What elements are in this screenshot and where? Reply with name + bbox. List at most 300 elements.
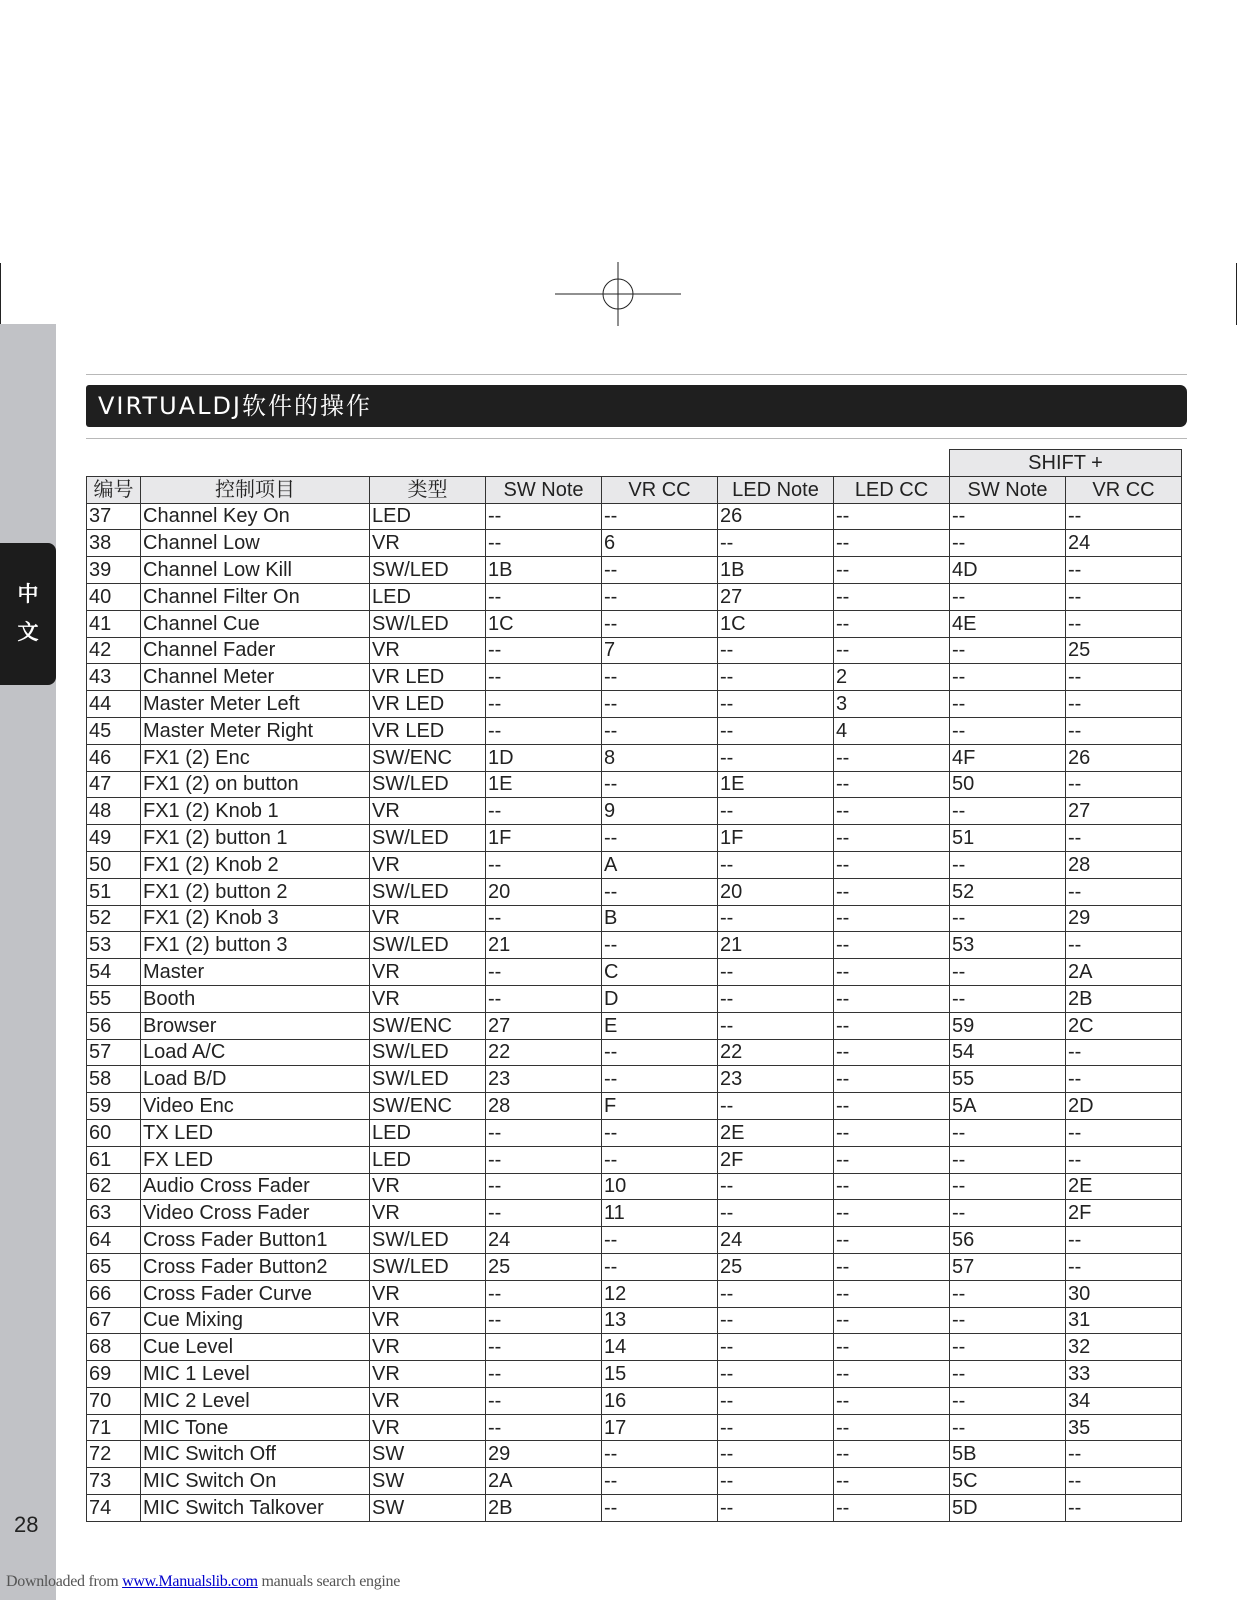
table-cell: 59 xyxy=(950,1012,1066,1039)
table-row xyxy=(87,932,1182,959)
table-cell: VR LED xyxy=(370,717,486,744)
table-cell: -- xyxy=(834,905,950,932)
table-cell: -- xyxy=(834,985,950,1012)
table-cell: -- xyxy=(950,985,1066,1012)
table-cell: Channel Fader xyxy=(141,637,370,664)
table-body xyxy=(87,503,1182,1521)
table-cell: -- xyxy=(486,1200,602,1227)
table-cell: 6 xyxy=(602,530,718,557)
table-cell: LED xyxy=(370,503,486,530)
table-cell: 37 xyxy=(87,503,141,530)
table-cell: -- xyxy=(602,691,718,718)
table-cell: 45 xyxy=(87,717,141,744)
table-cell: 8 xyxy=(602,744,718,771)
table-cell: 53 xyxy=(87,932,141,959)
table-cell: -- xyxy=(950,798,1066,825)
table-cell: -- xyxy=(718,1387,834,1414)
table-cell: -- xyxy=(486,851,602,878)
table-cell: 54 xyxy=(87,959,141,986)
table-cell: -- xyxy=(1066,825,1182,852)
registration-mark xyxy=(555,262,681,326)
table-cell: -- xyxy=(950,1414,1066,1441)
table-cell: -- xyxy=(718,1361,834,1388)
table-cell: -- xyxy=(834,825,950,852)
table-cell: -- xyxy=(834,1468,950,1495)
table-cell: -- xyxy=(834,1200,950,1227)
table-cell: -- xyxy=(602,1441,718,1468)
table-row xyxy=(87,1012,1182,1039)
table-cell: -- xyxy=(486,798,602,825)
table-cell: -- xyxy=(602,1253,718,1280)
table-cell: -- xyxy=(486,905,602,932)
table-cell: 44 xyxy=(87,691,141,718)
table-cell: 71 xyxy=(87,1414,141,1441)
table-cell: 4F xyxy=(950,744,1066,771)
table-row xyxy=(87,1200,1182,1227)
table-cell: -- xyxy=(718,744,834,771)
table-cell: 35 xyxy=(1066,1414,1182,1441)
table-cell: 60 xyxy=(87,1119,141,1146)
table-cell: -- xyxy=(950,583,1066,610)
table-cell: 62 xyxy=(87,1173,141,1200)
table-cell: -- xyxy=(486,503,602,530)
table-cell: VR xyxy=(370,530,486,557)
table-cell: 1E xyxy=(718,771,834,798)
table-cell: FX1 (2) button 2 xyxy=(141,878,370,905)
table-cell: VR xyxy=(370,1387,486,1414)
table-cell: -- xyxy=(718,691,834,718)
table-cell: -- xyxy=(834,610,950,637)
table-cell: F xyxy=(602,1093,718,1120)
table-cell: 5B xyxy=(950,1441,1066,1468)
table-cell: -- xyxy=(834,1253,950,1280)
download-footer xyxy=(6,1573,400,1591)
table-row xyxy=(87,825,1182,852)
table-cell: -- xyxy=(486,1307,602,1334)
table-cell: 16 xyxy=(602,1387,718,1414)
table-cell: 51 xyxy=(950,825,1066,852)
table-cell: 43 xyxy=(87,664,141,691)
table-cell: 24 xyxy=(1066,530,1182,557)
top-rule xyxy=(86,374,1187,375)
table-cell: -- xyxy=(602,878,718,905)
table-cell: -- xyxy=(602,717,718,744)
table-cell: -- xyxy=(834,1441,950,1468)
table-cell: 17 xyxy=(602,1414,718,1441)
table-cell: 1C xyxy=(486,610,602,637)
table-cell: Video Cross Fader xyxy=(141,1200,370,1227)
table-cell: -- xyxy=(486,583,602,610)
column-header: VR CC xyxy=(1066,476,1182,503)
table-cell: -- xyxy=(834,583,950,610)
table-cell: -- xyxy=(950,1334,1066,1361)
table-cell: 10 xyxy=(602,1173,718,1200)
table-cell: MIC Switch Talkover xyxy=(141,1495,370,1522)
table-cell: Audio Cross Fader xyxy=(141,1173,370,1200)
language-tab-line: 文 xyxy=(17,620,39,644)
table-cell: -- xyxy=(486,664,602,691)
table-cell: -- xyxy=(486,1173,602,1200)
table-cell: -- xyxy=(718,798,834,825)
table-cell: -- xyxy=(950,503,1066,530)
table-cell: -- xyxy=(486,1361,602,1388)
table-cell: VR xyxy=(370,1173,486,1200)
table-cell: Load B/D xyxy=(141,1066,370,1093)
table-cell: -- xyxy=(834,878,950,905)
table-cell: LED xyxy=(370,1146,486,1173)
table-cell: -- xyxy=(834,1495,950,1522)
language-tab xyxy=(0,543,56,685)
table-cell: 64 xyxy=(87,1227,141,1254)
table-row xyxy=(87,691,1182,718)
table-cell: -- xyxy=(486,530,602,557)
table-cell: 2E xyxy=(1066,1173,1182,1200)
table-row xyxy=(87,1280,1182,1307)
table-cell: -- xyxy=(950,530,1066,557)
table-cell: -- xyxy=(602,1039,718,1066)
table-cell: 2C xyxy=(1066,1012,1182,1039)
table-cell: SW/LED xyxy=(370,610,486,637)
table-cell: -- xyxy=(950,905,1066,932)
column-header: LED Note xyxy=(718,476,834,503)
table-cell: -- xyxy=(602,1066,718,1093)
table-cell: SW/ENC xyxy=(370,1012,486,1039)
table-cell: SW/ENC xyxy=(370,744,486,771)
table-cell: -- xyxy=(718,530,834,557)
table-row xyxy=(87,1066,1182,1093)
table-cell: -- xyxy=(950,1280,1066,1307)
table-cell: 24 xyxy=(486,1227,602,1254)
table-cell: 47 xyxy=(87,771,141,798)
table-cell: VR xyxy=(370,1361,486,1388)
table-cell: 61 xyxy=(87,1146,141,1173)
table-cell: 53 xyxy=(950,932,1066,959)
table-cell: 2A xyxy=(486,1468,602,1495)
table-cell: 24 xyxy=(718,1227,834,1254)
table-cell: 4E xyxy=(950,610,1066,637)
table-cell: 32 xyxy=(1066,1334,1182,1361)
table-cell: 4D xyxy=(950,557,1066,584)
table-cell: 54 xyxy=(950,1039,1066,1066)
table-cell: 67 xyxy=(87,1307,141,1334)
table-cell: Master xyxy=(141,959,370,986)
table-row xyxy=(87,744,1182,771)
table-row xyxy=(87,985,1182,1012)
table-row xyxy=(87,959,1182,986)
table-cell: -- xyxy=(718,637,834,664)
table-cell: MIC 2 Level xyxy=(141,1387,370,1414)
table-cell: 73 xyxy=(87,1468,141,1495)
table-cell: -- xyxy=(834,771,950,798)
table-cell: LED xyxy=(370,1119,486,1146)
table-row xyxy=(87,878,1182,905)
table-cell: -- xyxy=(834,557,950,584)
table-cell: -- xyxy=(1066,664,1182,691)
table-cell: Cross Fader Button1 xyxy=(141,1227,370,1254)
table-cell: -- xyxy=(950,1307,1066,1334)
table-cell: 9 xyxy=(602,798,718,825)
table-cell: 15 xyxy=(602,1361,718,1388)
table-cell: 58 xyxy=(87,1066,141,1093)
table-cell: -- xyxy=(602,771,718,798)
crop-mark-left xyxy=(0,263,1,325)
table-cell: -- xyxy=(1066,583,1182,610)
table-cell: -- xyxy=(1066,557,1182,584)
table-cell: Channel Low Kill xyxy=(141,557,370,584)
table-cell: 31 xyxy=(1066,1307,1182,1334)
table-row xyxy=(87,1334,1182,1361)
table-cell: Cross Fader Curve xyxy=(141,1280,370,1307)
table-cell: -- xyxy=(834,1119,950,1146)
table-cell: -- xyxy=(602,1495,718,1522)
table-cell: FX1 (2) Enc xyxy=(141,744,370,771)
table-cell: -- xyxy=(718,1173,834,1200)
table-cell: SW/LED xyxy=(370,771,486,798)
footer-suffix: manuals search engine xyxy=(257,1573,401,1590)
column-header: SW Note xyxy=(950,476,1066,503)
column-header: 控制项目 xyxy=(141,476,370,503)
manualslib-link[interactable]: www.Manualslib.com xyxy=(122,1573,258,1590)
table-row xyxy=(87,1495,1182,1522)
table-cell: 40 xyxy=(87,583,141,610)
table-cell: VR xyxy=(370,1280,486,1307)
table-cell: -- xyxy=(834,1387,950,1414)
table-cell: 30 xyxy=(1066,1280,1182,1307)
table-cell: Video Enc xyxy=(141,1093,370,1120)
table-cell: C xyxy=(602,959,718,986)
table-cell: 33 xyxy=(1066,1361,1182,1388)
table-cell: 74 xyxy=(87,1495,141,1522)
table-cell: -- xyxy=(1066,691,1182,718)
table-cell: Booth xyxy=(141,985,370,1012)
group-header-row xyxy=(87,450,1182,477)
table-cell: FX1 (2) button 1 xyxy=(141,825,370,852)
table-cell: Browser xyxy=(141,1012,370,1039)
table-cell: -- xyxy=(1066,1468,1182,1495)
table-cell: -- xyxy=(718,1093,834,1120)
shift-group-header: SHIFT + xyxy=(950,450,1182,477)
table-cell: -- xyxy=(486,637,602,664)
table-row xyxy=(87,557,1182,584)
table-cell: 5A xyxy=(950,1093,1066,1120)
table-cell: -- xyxy=(486,717,602,744)
table-row xyxy=(87,1307,1182,1334)
table-row xyxy=(87,1093,1182,1120)
midi-mapping-table xyxy=(86,449,1182,1522)
table-cell: -- xyxy=(718,905,834,932)
table-cell: -- xyxy=(950,1200,1066,1227)
table-cell: Master Meter Right xyxy=(141,717,370,744)
table-cell: 21 xyxy=(718,932,834,959)
table-cell: 66 xyxy=(87,1280,141,1307)
table-cell: -- xyxy=(950,1361,1066,1388)
table-row xyxy=(87,1361,1182,1388)
table-cell: Channel Key On xyxy=(141,503,370,530)
table-cell: 57 xyxy=(950,1253,1066,1280)
table-cell: 22 xyxy=(486,1039,602,1066)
table-cell: FX1 (2) Knob 3 xyxy=(141,905,370,932)
table-row xyxy=(87,1227,1182,1254)
table-cell: -- xyxy=(950,1146,1066,1173)
table-cell: -- xyxy=(602,1119,718,1146)
table-cell: VR LED xyxy=(370,664,486,691)
table-cell: 28 xyxy=(486,1093,602,1120)
table-cell: -- xyxy=(1066,1039,1182,1066)
table-cell: 2B xyxy=(1066,985,1182,1012)
table-cell: 1C xyxy=(718,610,834,637)
table-cell: 13 xyxy=(602,1307,718,1334)
table-cell: 55 xyxy=(87,985,141,1012)
table-cell: MIC Switch On xyxy=(141,1468,370,1495)
table-cell: -- xyxy=(834,1093,950,1120)
table-cell: -- xyxy=(834,1146,950,1173)
table-cell: -- xyxy=(718,1280,834,1307)
table-cell: -- xyxy=(950,664,1066,691)
table-cell: 1F xyxy=(486,825,602,852)
table-row xyxy=(87,1387,1182,1414)
table-cell: -- xyxy=(834,1280,950,1307)
table-cell: -- xyxy=(834,1414,950,1441)
table-cell: -- xyxy=(718,1468,834,1495)
table-cell: 2F xyxy=(718,1146,834,1173)
table-cell: -- xyxy=(834,637,950,664)
table-cell: -- xyxy=(486,1414,602,1441)
table-cell: -- xyxy=(834,1227,950,1254)
table-cell: 68 xyxy=(87,1334,141,1361)
table-cell: FX1 (2) Knob 1 xyxy=(141,798,370,825)
table-cell: 26 xyxy=(718,503,834,530)
table-cell: E xyxy=(602,1012,718,1039)
table-cell: -- xyxy=(718,985,834,1012)
table-row xyxy=(87,1414,1182,1441)
table-cell: 38 xyxy=(87,530,141,557)
table-cell: -- xyxy=(718,664,834,691)
table-cell: -- xyxy=(1066,717,1182,744)
table-cell: -- xyxy=(486,985,602,1012)
table-cell: LED xyxy=(370,583,486,610)
table-cell: VR xyxy=(370,959,486,986)
table-cell: SW/LED xyxy=(370,1227,486,1254)
table-cell: -- xyxy=(718,717,834,744)
table-cell: 2A xyxy=(1066,959,1182,986)
table-cell: VR xyxy=(370,851,486,878)
column-header-row xyxy=(87,476,1182,503)
table-cell: -- xyxy=(834,744,950,771)
table-cell: VR xyxy=(370,905,486,932)
table-cell: A xyxy=(602,851,718,878)
table-cell: Cue Level xyxy=(141,1334,370,1361)
table-cell: 20 xyxy=(718,878,834,905)
table-cell: 48 xyxy=(87,798,141,825)
table-row xyxy=(87,1146,1182,1173)
table-cell: -- xyxy=(834,1307,950,1334)
table-cell: 46 xyxy=(87,744,141,771)
table-cell: -- xyxy=(486,959,602,986)
table-cell: 27 xyxy=(718,583,834,610)
footer-prefix: Downloaded from xyxy=(6,1573,123,1590)
table-cell: -- xyxy=(834,1039,950,1066)
language-tab-line: 中 xyxy=(17,582,39,606)
table-row xyxy=(87,1253,1182,1280)
table-cell: -- xyxy=(486,691,602,718)
table-cell: VR LED xyxy=(370,691,486,718)
table-cell: 42 xyxy=(87,637,141,664)
table-cell: -- xyxy=(718,1441,834,1468)
table-cell: Master Meter Left xyxy=(141,691,370,718)
bottom-rule xyxy=(86,438,1187,439)
table-cell: SW/LED xyxy=(370,1253,486,1280)
table-cell: -- xyxy=(602,1468,718,1495)
table-row xyxy=(87,664,1182,691)
table-cell: SW xyxy=(370,1468,486,1495)
column-header: SW Note xyxy=(486,476,602,503)
table-cell: 3 xyxy=(834,691,950,718)
table-cell: SW/LED xyxy=(370,932,486,959)
table-cell: VR xyxy=(370,985,486,1012)
table-cell: 51 xyxy=(87,878,141,905)
table-cell: Channel Filter On xyxy=(141,583,370,610)
table-cell: -- xyxy=(602,1146,718,1173)
table-cell: 2F xyxy=(1066,1200,1182,1227)
table-cell: SW/LED xyxy=(370,1066,486,1093)
table-cell: Channel Low xyxy=(141,530,370,557)
table-cell: 14 xyxy=(602,1334,718,1361)
table-cell: -- xyxy=(834,1066,950,1093)
table-cell: 34 xyxy=(1066,1387,1182,1414)
side-band xyxy=(0,324,56,1600)
table-cell: 23 xyxy=(486,1066,602,1093)
table-cell: 2E xyxy=(718,1119,834,1146)
table-cell: FX1 (2) on button xyxy=(141,771,370,798)
table-cell: 2B xyxy=(486,1495,602,1522)
table-cell: -- xyxy=(718,1414,834,1441)
table-cell: -- xyxy=(950,1387,1066,1414)
table-cell: MIC Tone xyxy=(141,1414,370,1441)
table-cell: SW/LED xyxy=(370,1039,486,1066)
table-cell: 59 xyxy=(87,1093,141,1120)
table-cell: MIC Switch Off xyxy=(141,1441,370,1468)
table-cell: TX LED xyxy=(141,1119,370,1146)
table-cell: SW/LED xyxy=(370,878,486,905)
table-cell: 57 xyxy=(87,1039,141,1066)
table-cell: 26 xyxy=(1066,744,1182,771)
table-cell: 23 xyxy=(718,1066,834,1093)
table-cell: -- xyxy=(602,932,718,959)
table-cell: -- xyxy=(1066,503,1182,530)
table-cell: SW xyxy=(370,1495,486,1522)
table-cell: 63 xyxy=(87,1200,141,1227)
table-cell: 69 xyxy=(87,1361,141,1388)
table-cell: 1B xyxy=(486,557,602,584)
table-cell: -- xyxy=(834,1173,950,1200)
table-cell: 29 xyxy=(1066,905,1182,932)
table-cell: SW/LED xyxy=(370,557,486,584)
table-row xyxy=(87,1119,1182,1146)
table-cell: 55 xyxy=(950,1066,1066,1093)
table-cell: -- xyxy=(602,1227,718,1254)
table-cell: -- xyxy=(486,1280,602,1307)
table-cell: VR xyxy=(370,1334,486,1361)
table-cell: -- xyxy=(718,1307,834,1334)
table-cell: VR xyxy=(370,1307,486,1334)
table-cell: -- xyxy=(602,664,718,691)
table-row xyxy=(87,610,1182,637)
table-cell: 27 xyxy=(486,1012,602,1039)
table-cell: 2D xyxy=(1066,1093,1182,1120)
table-cell: 7 xyxy=(602,637,718,664)
table-cell: SW xyxy=(370,1441,486,1468)
column-header: 类型 xyxy=(370,476,486,503)
